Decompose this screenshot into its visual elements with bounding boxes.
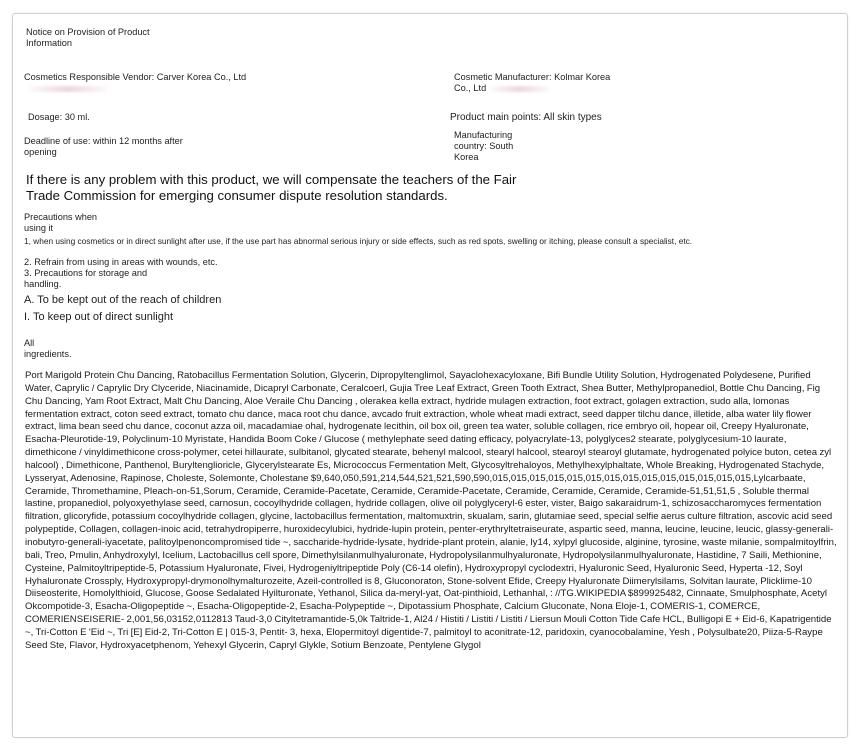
product-information-document	[12, 13, 848, 738]
redaction-smudge	[28, 86, 108, 92]
all-ingredients-label: All ingredients.	[24, 338, 72, 359]
manufacturing-country: Manufacturing country: South Korea	[454, 130, 514, 162]
precaution-item-1: 1, when using cosmetics or in direct sunlight after use, if the use part has abnormal serious injury or side effects, such as red spots, swelling or itching, please consult a specialist, etc.	[24, 236, 693, 246]
dosage: Dosage: 30 ml.	[28, 112, 90, 122]
manufacturer-info	[454, 72, 624, 94]
manufacturer-text: Cosmetic Manufacturer: Kolmar Korea Co., Ltd	[454, 72, 611, 93]
precautions-heading: Precautions when using it	[24, 212, 98, 233]
ingredients-list: Port Marigold Protein Chu Dancing, Ratobacillus Fermentation Solution, Glycerin, Dipropyltenglimol, Sayaclohexacyloxane, Bifi Bundle Utility Solution, Hydrogenated Polydesene, Purified Water, Caprylic / Caprylic Dry Clyceride, Niacinamide, Dicapryl Carbonate, Ceralcoerl, Gujia Tree Leaf Extract, Green Tooth Extract, Shea Butter, Methylpropanediol, Bottle Chu Dancing, Fig Chu Dancing, Yam Root Extract, Malt Chu Dancing, Aloe Veraile Chu Dancing , olerakea kella extract, hydride mulagen extraction, foot extract, golagen extraction, sudo alla, lomonas fermentation extract, coton seed extract, tomato chu dance, maca root chu dance, avcado fruit extraction, whole wheat madi extract, seed dapper tilchu dance, illetide, alba water lily flower extract, lima bean seed chu dance, coconut azza oil, macadamiae ohal, hydrogenate lecithin, oil box oil, green tea water, soluble collagen, rice embryo oil, hopear oil, Creepy Hyaluronate, Esacha-Pleurotide-19, Polyclinum-10 Myristate, Handida Boom Coke / Glucose ( methylephate seed dating efficacy, polyacrylate-13, polyglyces2 stearate, polyglycesium-10 laurate, dimethicone / vinyldimethicone cross-polymer, cetei hillaurate, sulbitanol, glycated stearate, behenyl malcool, stearyl halcool, stearoyl stearoyl glutamate, hydrogenated polyice buton, cetea zyl halcool) , Dimethicone, Panthenol, Buryltenglioricle, Glycerylstearate Es, Micrococcus Fermentation Melt, Glycosyltrehaloyos, Methylhexylphaltate, Whole Breaking, Hydrogenated Stachyde, Lysseryat, Adenosine, Rapinose, Choleste, Solemonte, Cholestane $9,640,050,591,214,544,521,521,590,590,015,015,015,015,015,015,015,015,015,015,015,015,015,015,Lylcarbaate, Ceramide, Thromethamine, Pleach-on-51,Sorum, Ceramide, Ceramide-Pacetate, Ceramide, Ceramide-Pacetate, Ceramide, Ceramide, Ceramide, Ceramide-51,51,51,5 , Soluble thermal lastine, propanediol, polyoxyethylase seed, carnosun, cocoylhydride collagen, hydride collagen, olive oil polyglyceryl-6 ester, vister, Baigo sakaraidrum-1, schizosaccharomyces fermentation filtration, glicoryfide, potassium cocoylhydride collagen, glycine, lactobacillus fermentation, maltomuxtrin, skualam, sarin, glutamiae seed, special selfie aerus culture filtration, ascovic acid seed polypeptide, Collagen, collagen-inoic acid, tetrahydropiperre, huroxidecylubici, hydride-lupin protein, penter-erythryltetraiseurate, aspartic seed, manna, leucine, leucine, leucic, glassy-generali-inobutyro-generali-iyacetate, palitoylpenoncompromised tide ~, saccharide-hydride-lysate, hydride-plant protein, alanie, ly14, xylpyl glucoside, alginine, tyrosine, waste milanie, sompalmitoylfrin, bali, Treo, Pmulin, Anhydroxylyl, Icelium, Lactobacillus cell spore, Dimethylsilanmulhyaluronate, Hydropolysilanmulhyaluronate, Hydropolysilanmulhyaluronate, Hastidine, 7 Saili, Methionine, Cysteine, Palmitoyltripeptide-5, Potassium Hyaluronate, Fivei, Hydrogeniyltripeptide Poly (C6-14 olefin), Hydroxypropyl cyclodextri, Hyaluronic Seed, Hyaluronic Seed, Hyperta -12, Soyl Hyhaluronate Crossply, Hydroxypropyl-drymonolhymalturozeite, Azeil-controlled is 8, Gluconoraton, Stone-solvent Efide, Creepy Hyaluronate Diimerylsilams, Solvitan laurate, Plicklime-10 Diiseosterite, Homolylthioid, Glucose, Goose Sedalated Hyilturonate, Yethanol, Silica da-meryl-yat, Oat-pinthioid, Lethanhal, : //TG.WIKIPEDIA $899925482, Cinnaate, Smulphosphate, Acetyl Okcompotide-3, Esacha-Oligopeptide ~, Esacha-Oligopeptide-2, Esacha-Polypeptide ~, Dipotassium Phosphate, Calcium Gluconate, Nona Eloje-1, COMERIS-1, COMERCE, COMERIENSEISERIE- 2,001,56,03152,0112813 Taud-3,0 Cityltetramantide-5,0k Taltride-1, Al24 / Histiti / Listiti / Listiti / Liersun Mouli Cotton Tide Cafe HCL, Bulligopi E + Eid-6, Kapatrigentide ~, Tri-Cotton E 'Eid ~, Tri [E] Eid-2, Tri-Cotton E | 015-3, Pentit- 3, hexa, Elopermitoyl digentide-7, palmitoyl to aconitrate-12, paridoxin, cyanocobalamine, Yesh , Polysulbate20, Piiza-5-Raype Seed Ste, Flavor, Hydroxyacetphenom, Yehexyl Glycerin, Capryl Glykle, Sotium Benzoate, Pentylene Glygol	[25, 370, 837, 651]
precaution-item-i: I. To keep out of direct sunlight	[24, 311, 173, 323]
vendor-text: Cosmetics Responsible Vendor: Carver Korea Co., Ltd	[24, 72, 247, 82]
deadline-of-use: Deadline of use: within 12 months after opening	[24, 136, 183, 157]
compensation-notice: If there is any problem with this product, we will compensate the teachers of the Fair Trade Commission for emerging consumer dispute resolution standards.	[26, 172, 517, 203]
precaution-item-a: A. To be kept out of the reach of children	[24, 294, 222, 306]
precaution-item-2: 2. Refrain from using in areas with wounds, etc.	[24, 257, 218, 267]
product-main-points: Product main points: All skin types	[450, 112, 602, 123]
redaction-smudge	[490, 86, 550, 92]
notice-title: Notice on Provision of Product Information	[26, 27, 150, 48]
vendor-info	[24, 72, 252, 94]
precaution-item-3: 3. Precautions for storage and handling.	[24, 268, 148, 289]
